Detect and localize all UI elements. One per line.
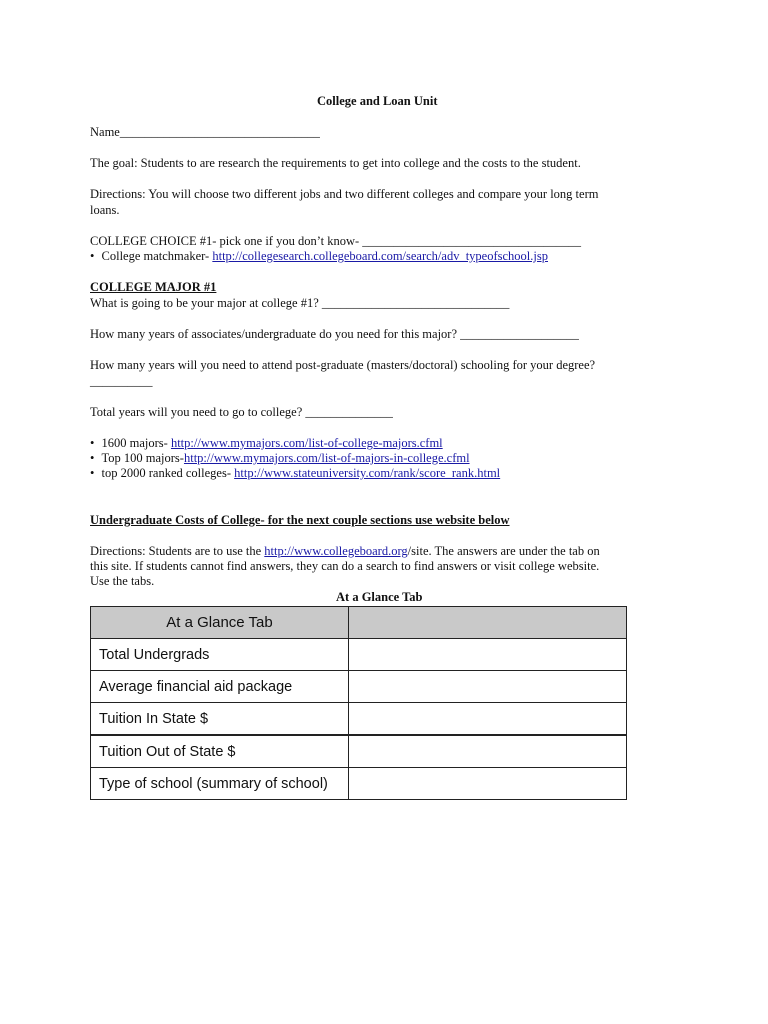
table-header-row [91, 607, 627, 639]
total-years-question[interactable]: Total years will you need to go to college? ______________ [90, 405, 393, 419]
document-title: College and Loan Unit [317, 94, 438, 108]
matchmaker-label: College matchmaker- [101, 249, 210, 263]
answer-cell[interactable] [349, 671, 627, 703]
resource-item [90, 436, 443, 451]
bullet: • [90, 249, 95, 263]
resource-link[interactable]: http://www.mymajors.com/list-of-college-majors.cfml [170, 436, 443, 450]
undergrad-years-question[interactable]: How many years of associates/undergraduate do you need for this major? ___________________ [90, 327, 579, 341]
resource-label: 1600 majors- [101, 436, 171, 450]
directions-line-1: Directions: You will choose two different jobs and two different colleges and compare your long term [90, 187, 599, 201]
name-field-line[interactable]: Name________________________________ [90, 125, 320, 139]
goal-text: The goal: Students to are research the requirements to get into college and the costs to the student. [90, 156, 581, 170]
answer-cell[interactable] [349, 703, 627, 736]
table-row [91, 768, 627, 800]
matchmaker-item [90, 249, 548, 264]
answer-cell[interactable] [349, 639, 627, 671]
row-label: Type of school (summary of school) [91, 768, 349, 800]
resource-link[interactable]: http://www.stateuniversity.com/rank/score_rank.html [234, 466, 501, 480]
resource-item [90, 451, 470, 466]
costs-heading: Undergraduate Costs of College- for the next couple sections use website below [90, 513, 510, 527]
resource-link[interactable]: http://www.mymajors.com/list-of-majors-in-college.cfml [183, 451, 470, 465]
row-label: Tuition In State $ [91, 703, 349, 736]
table-row [91, 735, 627, 768]
postgrad-years-question: How many years will you need to attend post-graduate (masters/doctoral) schooling for your degree? [90, 358, 596, 372]
resource-label: Top 100 majors- [101, 451, 184, 465]
table-row [91, 671, 627, 703]
major-heading: COLLEGE MAJOR #1 [90, 280, 217, 294]
row-label: Tuition Out of State $ [91, 735, 349, 768]
answer-cell[interactable] [349, 768, 627, 800]
row-label: Average financial aid package [91, 671, 349, 703]
resource-label: top 2000 ranked colleges- [101, 466, 235, 480]
table-header-cell [349, 607, 627, 639]
bullet: • [90, 451, 95, 465]
directions2-line-1 [90, 544, 600, 559]
matchmaker-link[interactable]: http://collegesearch.collegeboard.com/search/adv_typeofschool.jsp [212, 249, 548, 263]
directions2-line-2: this site. If students cannot find answers, they can do a search to find answers or visit college website. [90, 559, 600, 573]
table-row [91, 639, 627, 671]
table-caption: At a Glance Tab [336, 590, 423, 604]
collegeboard-link[interactable]: http://www.collegeboard.org [264, 544, 408, 558]
answer-cell[interactable] [349, 735, 627, 768]
college-choice-prompt[interactable]: COLLEGE CHOICE #1- pick one if you don’t know- ___________________________________ [90, 234, 582, 248]
table-header-cell: At a Glance Tab [91, 607, 349, 639]
bullet: • [90, 436, 95, 450]
major-question[interactable]: What is going to be your major at college #1? ______________________________ [90, 296, 510, 310]
row-label: Total Undergrads [91, 639, 349, 671]
resource-item [90, 466, 500, 481]
directions-line-2: loans. [90, 203, 120, 217]
directions2-line-3: Use the tabs. [90, 574, 155, 588]
table-row [91, 703, 627, 736]
bullet: • [90, 466, 95, 480]
directions2-suffix: /site. The answers are under the tab on [407, 544, 600, 558]
postgrad-years-answer-line[interactable]: __________ [90, 374, 153, 388]
directions2-prefix: Directions: Students are to use the [90, 544, 265, 558]
at-a-glance-table [90, 606, 627, 800]
